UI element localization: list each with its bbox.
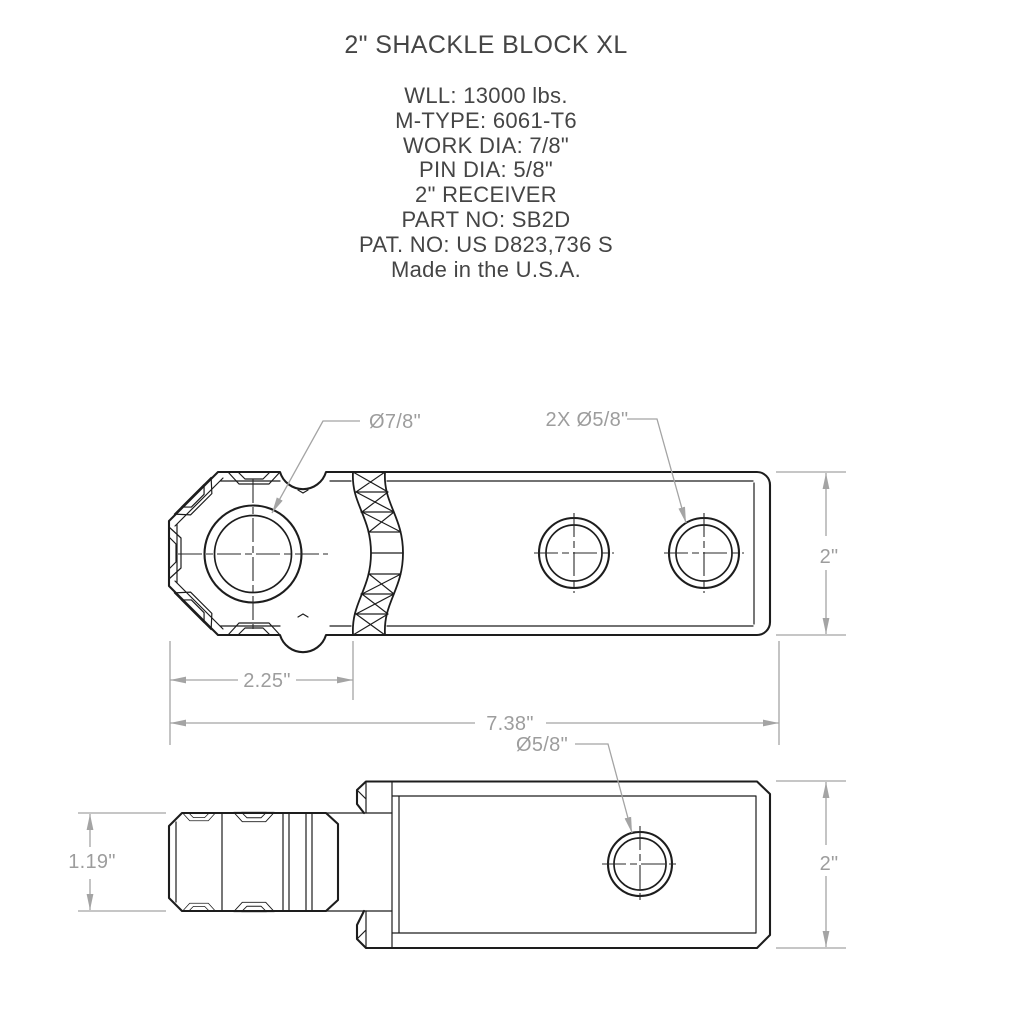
dim-label-pin-holes: 2X Ø5/8" (545, 409, 629, 431)
shank-outline (357, 782, 770, 949)
side-view-drawing (169, 782, 770, 949)
spec-line-material: M-TYPE: 6061-T6 (395, 107, 577, 133)
dim-label-head-height: 1.19" (68, 851, 116, 873)
pin-holes (534, 513, 744, 593)
spec-line-work-dia: WORK DIA: 7/8" (402, 132, 570, 158)
spec-line-wll: WLL: 13000 lbs. (404, 83, 568, 108)
dim-label-work-hole: Ø7/8" (369, 411, 421, 433)
dim-label-side-height: 2" (819, 853, 839, 875)
spec-line-patent: PAT. NO: US D823,736 S (358, 231, 613, 257)
isolator-band (353, 472, 403, 635)
side-head-grooves (183, 812, 274, 911)
side-pin-hole (602, 826, 678, 902)
dim-label-side-pin-hole: Ø5/8" (516, 734, 568, 756)
spec-line-receiver: 2" RECEIVER (415, 182, 557, 208)
spec-line-origin: Made in the U.S.A. (390, 256, 582, 282)
dim-label-overall-length: 7.38" (486, 713, 534, 735)
dim-label-top-height: 2" (819, 546, 839, 568)
drawing-title: 2" SHACKLE BLOCK XL (344, 31, 628, 59)
side-head-outline (169, 813, 338, 911)
spec-line-pin-dia: PIN DIA: 5/8" (419, 157, 553, 183)
dim-label-head-width: 2.25" (243, 670, 291, 692)
dimension-lines (90, 473, 826, 947)
shank-details (357, 782, 756, 949)
spec-line-part-no: PART NO: SB2D (401, 206, 571, 232)
dimension-annotations (68, 409, 846, 948)
side-head-details (176, 813, 392, 911)
